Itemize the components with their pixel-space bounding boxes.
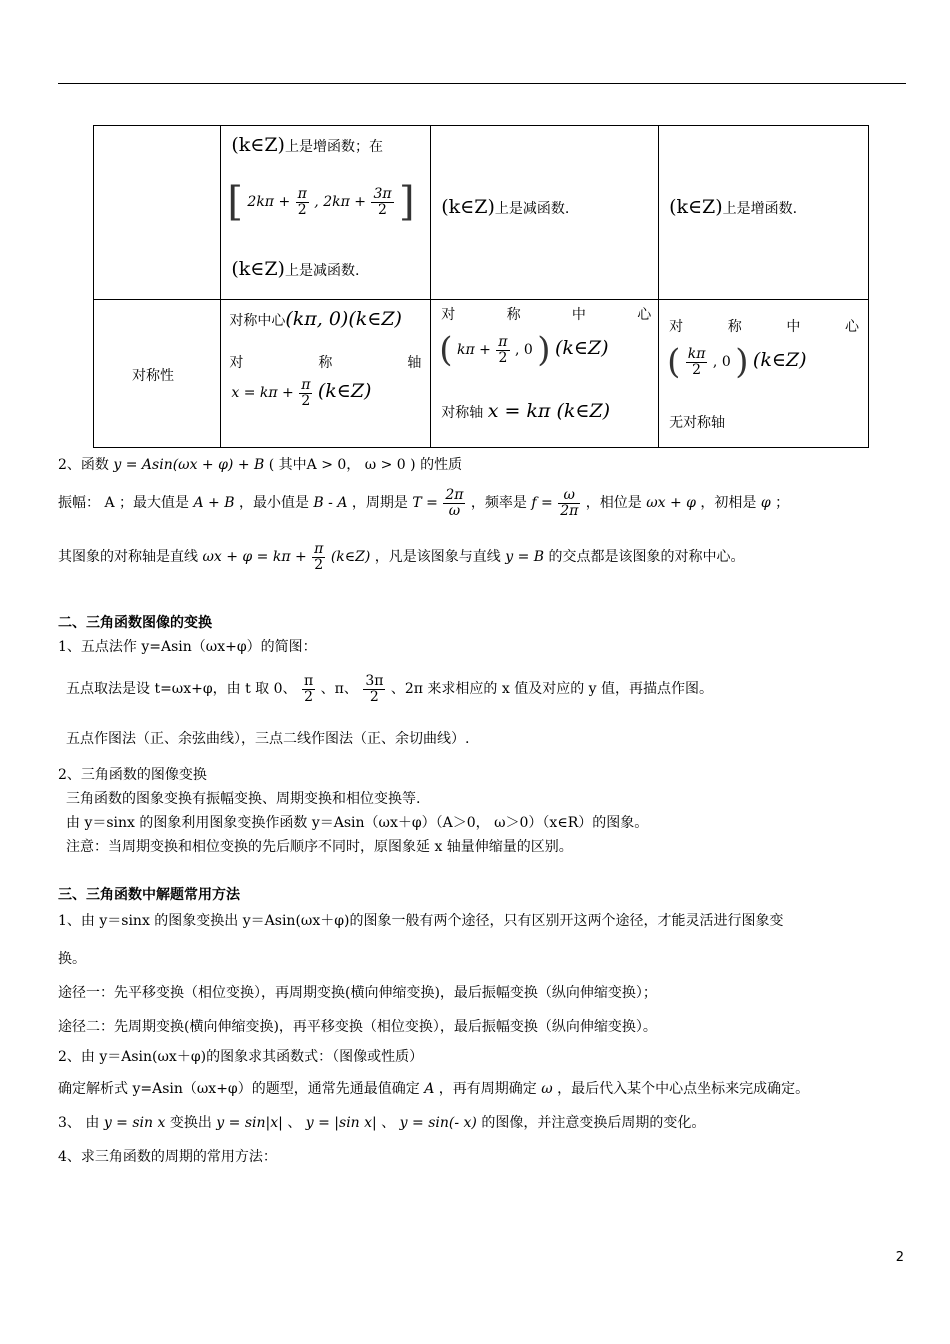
label-char: 轴: [407, 355, 422, 371]
math-num: π: [297, 185, 307, 202]
math-den: 2: [498, 349, 508, 366]
math-num: π: [304, 673, 314, 689]
math-text: x = kπ +: [231, 385, 294, 402]
math-num: π: [301, 377, 311, 393]
section-heading: 二、三角函数图像的变换: [58, 615, 212, 631]
math-text: T =: [412, 495, 438, 512]
paragraph-axis: [58, 542, 745, 572]
text: 振幅：: [58, 495, 100, 512]
table-cell: [659, 126, 869, 300]
math-text: , 0: [712, 354, 731, 370]
math-text: (k∈Z): [752, 349, 807, 371]
paragraph: 注意：当周期变换和相位变换的先后顺序不同时，原图象延 x 轴量伸缩量的区别。: [66, 839, 573, 855]
text: ，最后代入某个中心点坐标来完成确定。: [557, 1081, 810, 1097]
axis-label-spread: [229, 352, 421, 372]
math-den: 2: [369, 688, 379, 705]
paragraph: 三角函数的图象变换有振幅变换、周期变换和相位变换等.: [66, 791, 421, 807]
paragraph: [58, 454, 462, 474]
table-cell: [431, 300, 659, 448]
paragraph-transforms: [58, 1112, 705, 1132]
table-cell: [221, 300, 431, 448]
paragraph: 2、由 y＝Asin(ωx＋φ)的图象求其函数式：（图像或性质）: [58, 1049, 424, 1065]
paragraph: 1、五点法作 y=Asin（ωx+φ）的简图：: [58, 639, 317, 655]
center-expression: ( kπ + $\frac{\pi}{2}$ , 0 ) (k∈Z): [439, 330, 609, 370]
center-label-spread: [441, 304, 651, 324]
increasing-text: 上是增函数.: [722, 201, 798, 217]
center-expression: ( $\frac{k\pi}{2}$ , 0 ) (k∈Z): [667, 342, 807, 382]
label-char: 称: [727, 319, 742, 335]
math-text: B - A: [313, 495, 348, 512]
label-char: 称: [318, 355, 333, 371]
math-formula: y = Asin(ωx + φ) + B: [113, 457, 265, 473]
text: ，频率是: [470, 495, 527, 512]
text: 的交点都是该图象的对称中心。: [548, 549, 745, 566]
text: ，最小值是: [238, 495, 309, 512]
table-cell: [94, 300, 221, 448]
math-num: ω: [558, 488, 580, 504]
math-text: (k∈Z): [554, 337, 609, 359]
label-char: 对: [229, 355, 244, 371]
text: 、π、: [320, 681, 358, 698]
math-text: f =: [531, 495, 553, 512]
math-k-in-z: (k∈Z): [669, 196, 723, 218]
label-char: 对: [441, 307, 456, 323]
table-cell: [221, 126, 431, 300]
label-char: 对: [669, 319, 684, 335]
math-num: 3π: [365, 673, 384, 689]
text: ，周期是: [351, 495, 408, 512]
text: ，初相是: [700, 495, 757, 512]
text: ，再有周期确定: [438, 1081, 537, 1097]
text: 、: [287, 1115, 302, 1131]
table-row: [94, 300, 869, 448]
header-rule: [58, 83, 906, 84]
math-den: ω: [448, 502, 461, 519]
text: 其图象的对称轴是直线: [58, 549, 198, 566]
math-k-in-z: (k∈Z): [441, 196, 495, 218]
text: 的图像，并注意变换后周期的变化。: [481, 1115, 706, 1131]
math-text: kπ +: [456, 342, 491, 358]
math-text: y = |sin x|: [305, 1115, 377, 1131]
text: 、: [381, 1115, 396, 1131]
label-char: 中: [786, 319, 801, 335]
increasing-text: 上是增函数；在: [284, 139, 383, 155]
text: ( 其中A > 0， ω > 0 ) 的性质: [268, 457, 463, 473]
math-num: 3π: [373, 185, 392, 202]
math-k-in-z: (k∈Z): [231, 258, 285, 280]
text: 五点取法是设 t=ωx+φ，由 t 取 0、: [66, 681, 297, 698]
math-den: 2: [301, 392, 311, 409]
paragraph-amplitude: [58, 488, 789, 518]
math-text: (k∈Z): [330, 549, 371, 566]
math-den: 2: [314, 556, 324, 573]
center-label: 对称中心: [229, 313, 286, 329]
axis-expression: [231, 378, 371, 408]
paragraph: 途径二：先周期变换(横向伸缩变换)，再平移变换（相位变换），最后振幅变换（纵向伸缩变换）。: [58, 1019, 657, 1035]
math-text: , 2kπ +: [314, 194, 366, 210]
math-text: , 0: [514, 342, 533, 358]
math-num: π: [314, 541, 324, 557]
symmetry-label: 对称性: [132, 368, 174, 384]
properties-table: [93, 125, 869, 448]
label-char: 中: [571, 307, 586, 323]
math-num: 2π: [445, 487, 464, 503]
text: ；: [775, 495, 790, 512]
interval-expression: [ 2kπ + $\frac{\pi}{2}$ , 2kπ + $\frac{3\pi}{2}$ ]: [227, 179, 415, 225]
text: ，相位是: [585, 495, 642, 512]
math-text: A: [424, 1081, 435, 1097]
math-num: kπ: [687, 345, 706, 362]
math-text: A: [104, 495, 115, 512]
math-text: (k∈Z): [317, 380, 372, 403]
math-den: 2: [297, 201, 307, 218]
table-row: [94, 126, 869, 300]
table-cell: [659, 300, 869, 448]
no-axis-text: 无对称轴: [669, 415, 726, 431]
text: 确定解析式 y=Asin（ωx+φ）的题型，通常先通最值确定: [58, 1081, 420, 1097]
paragraph-five-points: [66, 674, 713, 704]
paragraph: 换。: [58, 951, 86, 967]
paragraph: 由 y＝sinx 的图象利用图象变换作函数 y＝Asin（ωx＋φ）（A＞0， ω＞0）（x∈R）的图象。: [66, 815, 649, 831]
math-text: y = sin(- x): [399, 1115, 477, 1131]
math-center: (kπ, 0)(k∈Z): [285, 308, 402, 330]
math-text: y = sin|x|: [216, 1115, 283, 1131]
math-k-in-z: (k∈Z): [231, 134, 285, 156]
text: ；最大值是: [119, 495, 190, 512]
math-den: 2: [692, 361, 702, 378]
math-text: φ: [760, 495, 771, 512]
math-text: ω: [541, 1081, 553, 1097]
section-heading: 三、三角函数中解题常用方法: [58, 887, 240, 903]
text: ，凡是该图象与直线: [374, 549, 501, 566]
label-char: 称: [506, 307, 521, 323]
text: 2、函数: [58, 457, 109, 473]
page-number: 2: [895, 1250, 904, 1265]
math-text: ωx + φ = kπ +: [202, 549, 307, 566]
label-char: 心: [845, 319, 860, 335]
paragraph-determine: [58, 1078, 809, 1098]
paragraph: 1、由 y＝sinx 的图象变换出 y＝Asin(ωx＋φ)的图象一般有两个途径，只有区别开这两个途径，才能灵活进行图象变: [58, 913, 784, 929]
text: 3、 由: [58, 1115, 100, 1131]
math-text: ωx + φ: [646, 495, 696, 512]
math-axis: x = kπ (k∈Z): [487, 400, 611, 422]
label-char: 心: [637, 307, 652, 323]
axis-label: 对称轴: [441, 405, 484, 421]
math-text: y = B: [505, 549, 545, 566]
text: 、2π 来求相应的 x 值及对应的 y 值，再描点作图。: [390, 681, 714, 698]
decreasing-text: 上是减函数.: [284, 263, 360, 279]
math-den: 2: [304, 688, 314, 705]
math-num: π: [498, 333, 508, 350]
math-text: A + B: [193, 495, 235, 512]
math-den: 2: [378, 201, 387, 218]
decreasing-text: 上是减函数.: [494, 201, 570, 217]
paragraph: 途径一：先平移变换（相位变换），再周期变换(横向伸缩变换)，最后振幅变换（纵向伸缩变换）；: [58, 985, 657, 1001]
table-cell: [431, 126, 659, 300]
paragraph: 五点作图法（正、余弦曲线），三点二线作图法（正、余切曲线）.: [66, 731, 470, 747]
paragraph: 4、求三角函数的周期的常用方法：: [58, 1149, 277, 1165]
center-label-spread: [669, 316, 859, 336]
text: 变换出: [169, 1115, 212, 1131]
math-text: 2kπ +: [247, 194, 291, 210]
math-den: 2π: [560, 502, 579, 519]
math-text: y = sin x: [103, 1115, 166, 1131]
paragraph: 2、三角函数的图像变换: [58, 767, 207, 783]
table-cell: [94, 126, 221, 300]
